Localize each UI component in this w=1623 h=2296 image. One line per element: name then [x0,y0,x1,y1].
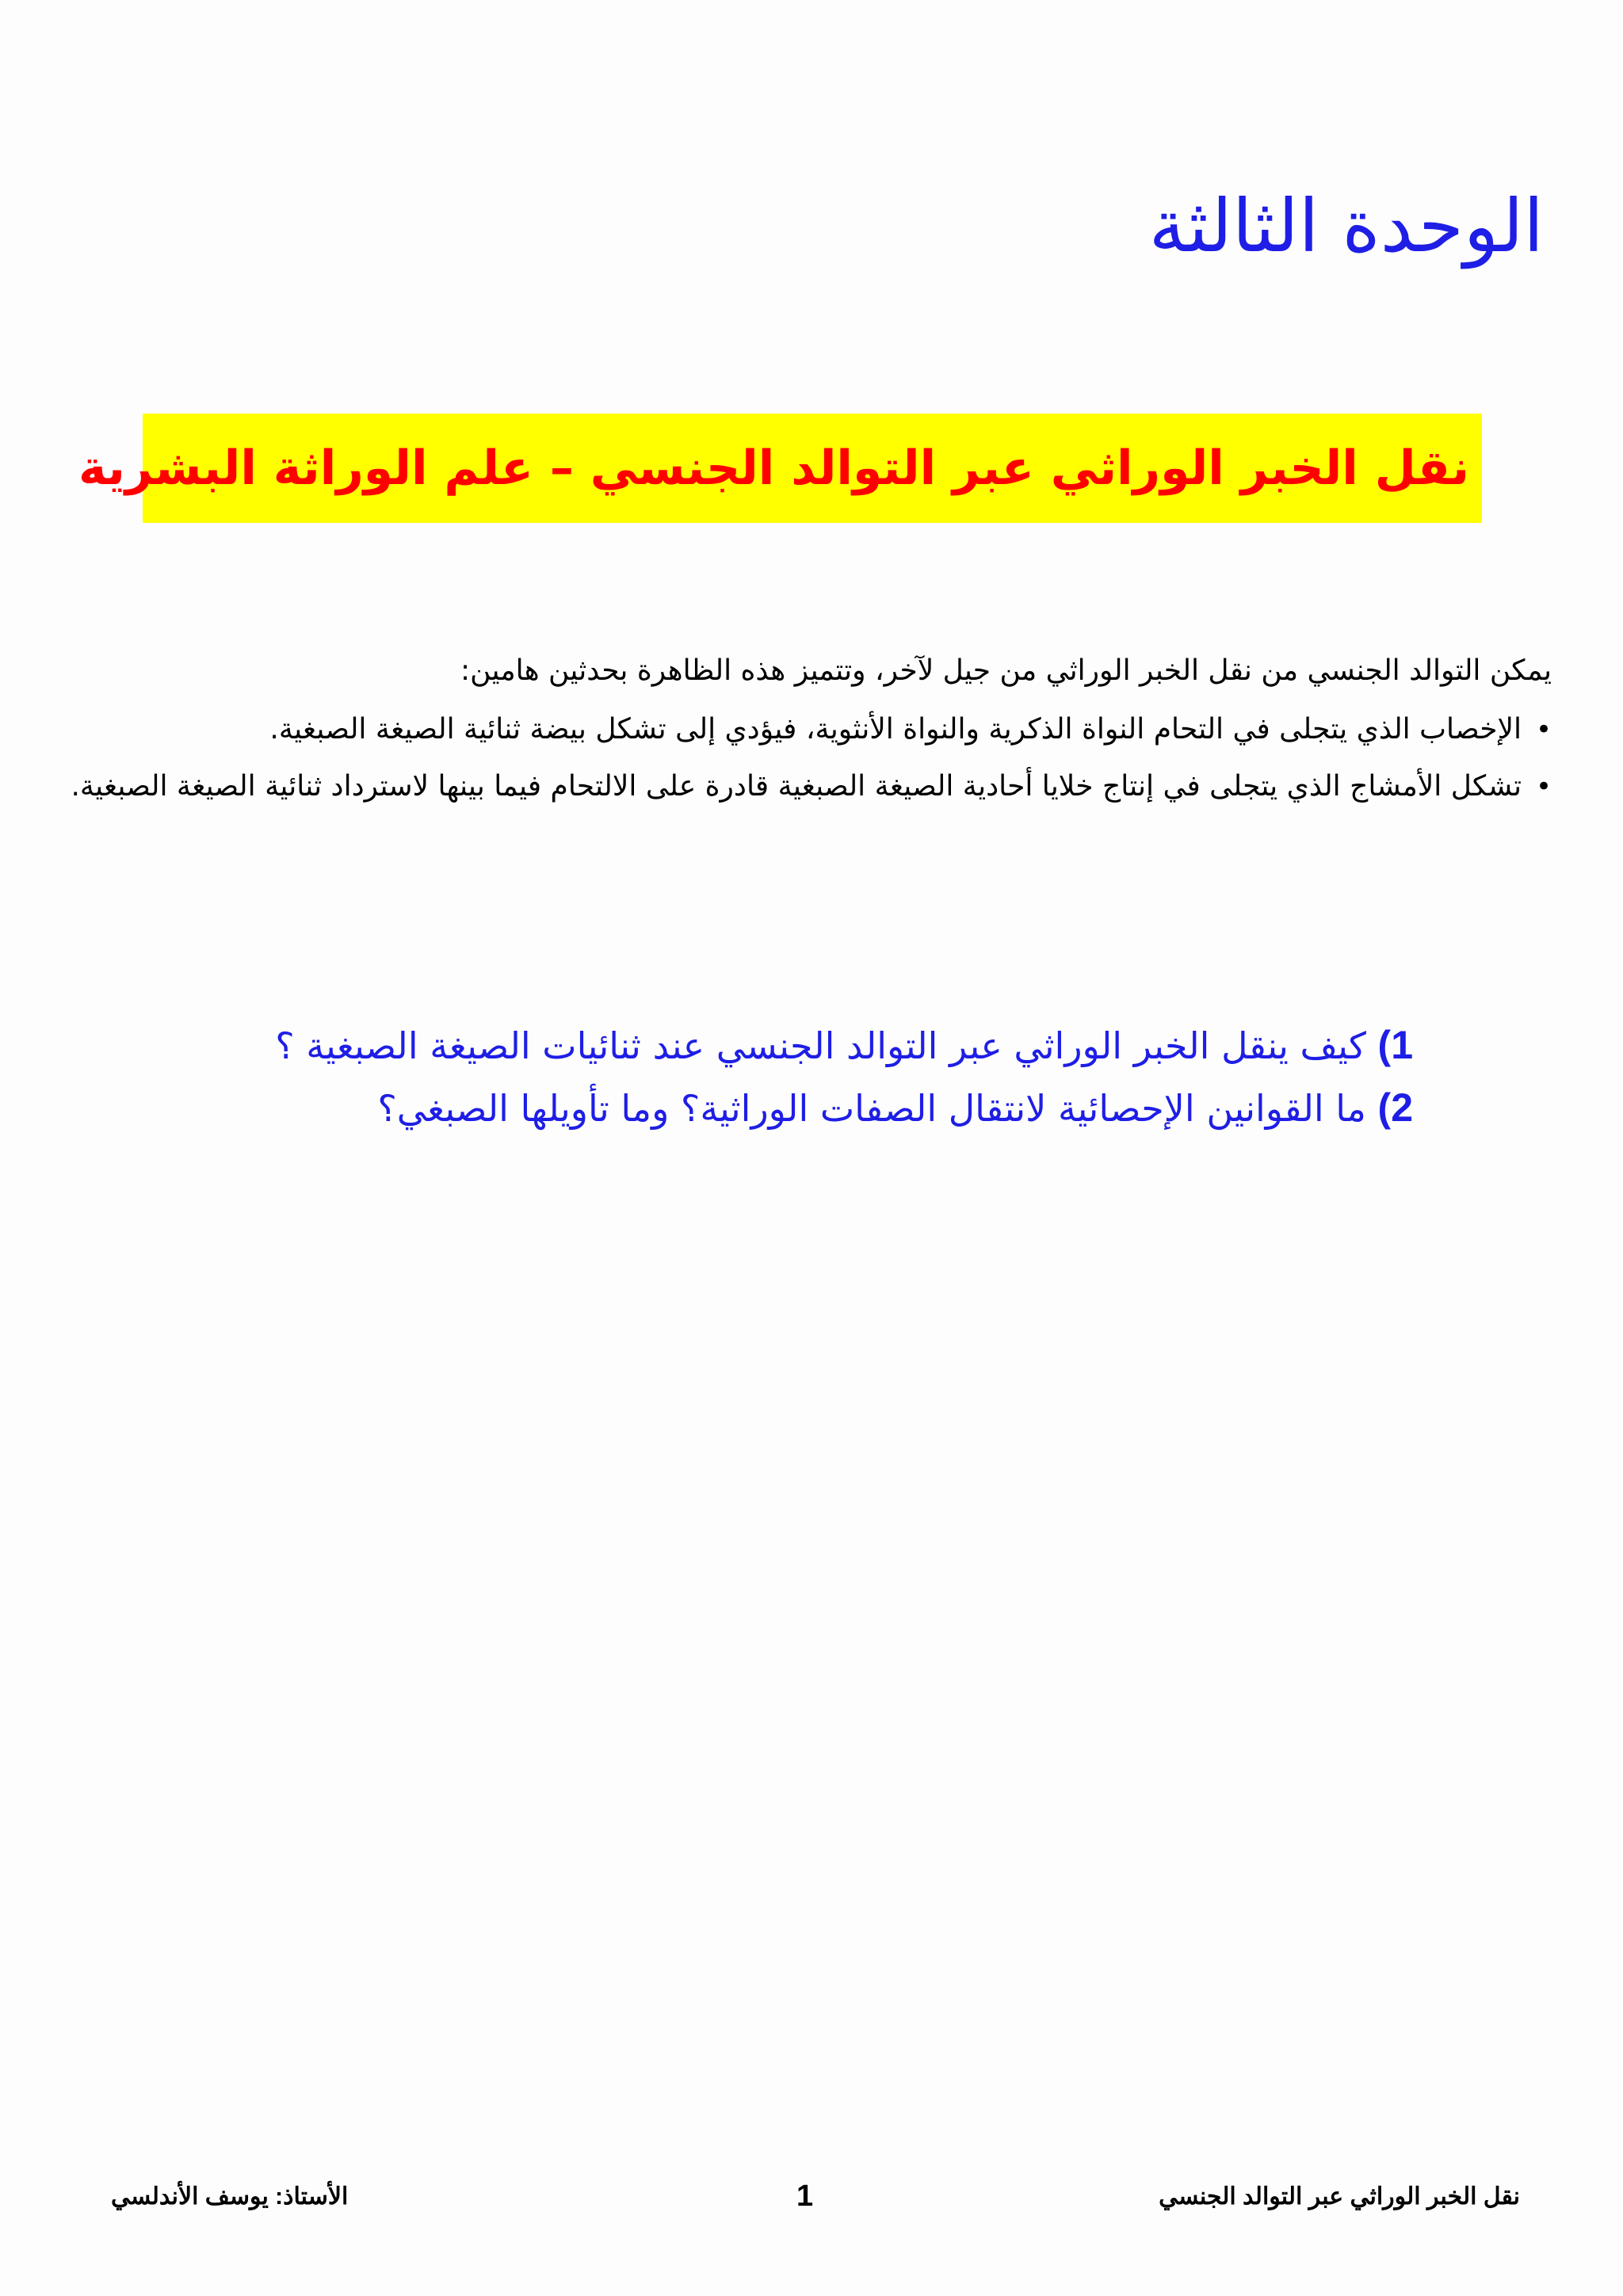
bullet-item-gametogenesis [62,761,1552,812]
question-text: كيف ينقل الخبر الوراثي عبر التوالد الجنسي عند ثنائيات الصيغة الصبغية ؟ [275,1024,1366,1067]
intro-lead: يمكن التوالد الجنسي من نقل الخبر الوراثي من جيل لآخر، وتتميز هذه الظاهرة بحدثين هامين: [460,654,1552,687]
question-item [145,1014,1413,1077]
bullet-text: الإخصاب الذي يتجلى في التحام النواة الذكرية والنواة الأنثوية، فيؤدي إلى تشكل بيضة ثنائية الصيغة الصبغية. [269,713,1522,746]
question-number: 2) [1377,1085,1413,1130]
bullet-icon: • [1535,771,1552,803]
banner-title: نقل الخبر الوراثي عبر التوالد الجنسي – علم الوراثة البشرية [78,441,1469,496]
intro-section [62,646,1552,818]
bullet-icon: • [1535,714,1552,746]
question-text: ما القوانين الإحصائية لانتقال الصفات الوراثية؟ وما تأويلها الصبغي؟ [377,1087,1366,1130]
page-footer [0,2180,1623,2230]
bullet-item-fertilization [62,704,1552,755]
bullet-list [62,704,1552,812]
title-banner [78,414,1482,523]
question-item [145,1077,1413,1139]
footer-teacher-name: الأستاذ: يوسف الأندلسي [111,2183,349,2210]
question-list [145,1014,1413,1139]
question-number: 1) [1377,1023,1413,1067]
page-number: 1 [796,2180,814,2213]
footer-lesson-title: نقل الخبر الوراثي عبر التوالد الجنسي [1159,2183,1520,2210]
bullet-text: تشكل الأمشاج الذي يتجلى في إنتاج خلايا أحادية الصيغة الصبغية قادرة على الالتحام فيما بينها لاسترداد ثنائية الصيغة الصبغية. [71,770,1522,803]
unit-title: الوحدة الثالثة [1148,184,1544,269]
